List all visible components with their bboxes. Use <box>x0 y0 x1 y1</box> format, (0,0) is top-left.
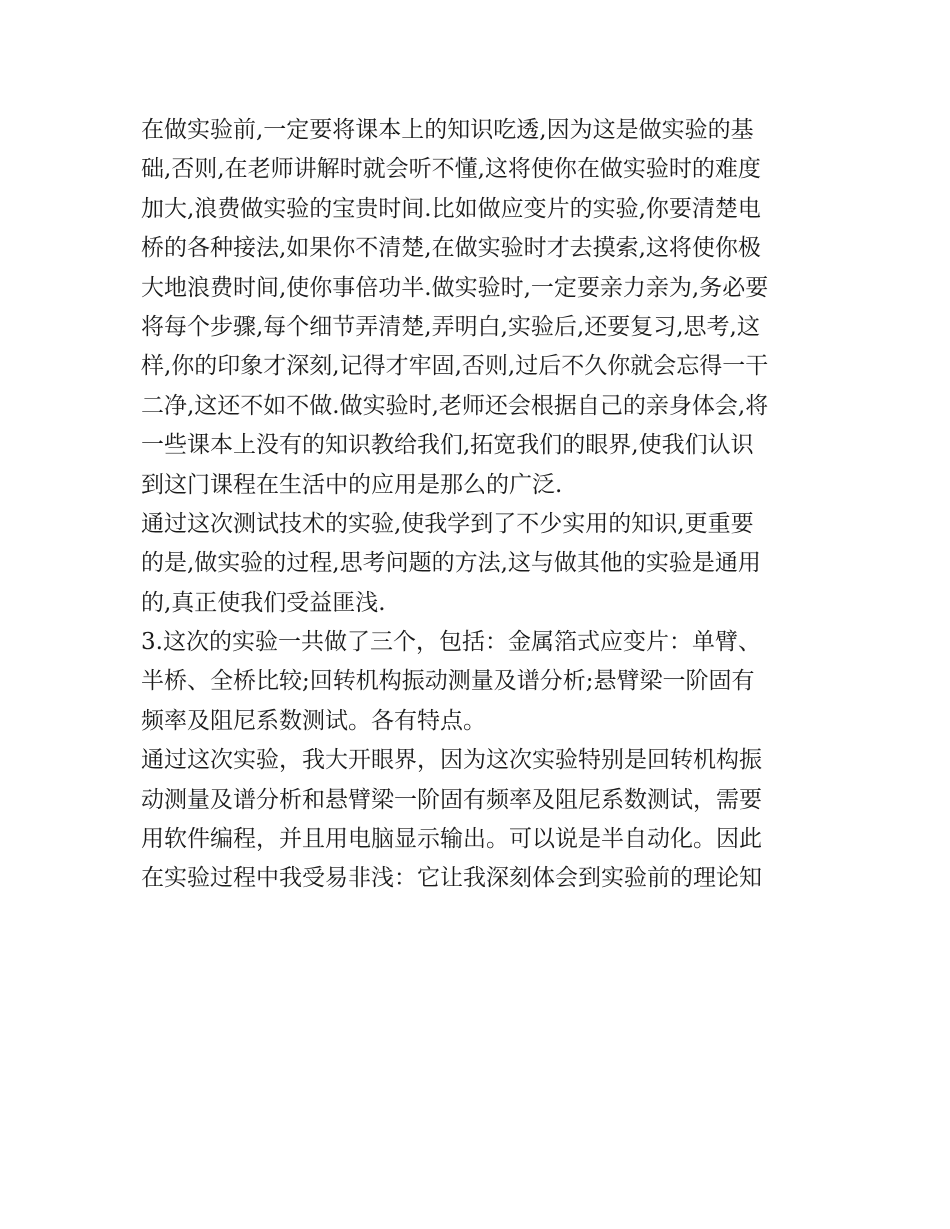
text-line: 在做实验前,一定要将课本上的知识吃透,因为这是做实验的基 <box>141 117 754 143</box>
text-line: 频率及阻尼系数测试。各有特点。 <box>141 707 486 734</box>
text-line: 一些课本上没有的知识教给我们,拓宽我们的眼界,使我们认识 <box>141 432 754 459</box>
text-line: 的是,做实验的过程,思考问题的方法,这与做其他的实验是通用 <box>141 550 761 577</box>
text-line: 加大,浪费做实验的宝贵时间.比如做应变片的实验,你要清楚电 <box>141 195 761 222</box>
text-line: 二净,这还不如不做.做实验时,老师还会根据自己的亲身体会,将 <box>141 392 769 419</box>
text-line: 3.这次的实验一共做了三个，包括：金属箔式应变片：单臂、 <box>141 629 761 656</box>
paragraph-4 <box>141 741 821 899</box>
text-line: 将每个步骤,每个细节弄清楚,弄明白,实验后,还要复习,思考,这 <box>141 313 760 340</box>
text-line: 动测量及谱分析和悬臂梁一阶固有频率及阻尼系数测试，需要 <box>141 786 762 813</box>
text-line: 桥的各种接法,如果你不清楚,在做实验时才去摸索,这将使你极 <box>141 235 761 262</box>
text-line: 到这门课程在生活中的应用是那么的广泛. <box>141 471 563 498</box>
paragraph-3 <box>141 623 821 741</box>
text-line: 础,否则,在老师讲解时就会听不懂,这将使你在做实验时的难度 <box>141 156 761 183</box>
body-text <box>141 111 821 899</box>
text-line: 用软件编程，并且用电脑显示输出。可以说是半自动化。因此 <box>141 826 762 853</box>
text-line: 在实验过程中我受易非浅：它让我深刻体会到实验前的理论知 <box>141 865 762 892</box>
paragraph-1 <box>141 111 821 505</box>
text-line: 样,你的印象才深刻,记得才牢固,否则,过后不久你就会忘得一干 <box>141 353 769 380</box>
text-line: 大地浪费时间,使你事倍功半.做实验时,一定要亲力亲为,务必要 <box>141 274 769 301</box>
text-line: 通过这次测试技术的实验,使我学到了不少实用的知识,更重要 <box>141 510 754 537</box>
text-line: 半桥、全桥比较;回转机构振动测量及谱分析;悬臂梁一阶固有 <box>141 668 755 695</box>
text-line: 通过这次实验，我大开眼界，因为这次实验特别是回转机构振 <box>141 747 762 774</box>
paragraph-2 <box>141 505 821 623</box>
text-line: 的,真正使我们受益匪浅. <box>141 589 386 616</box>
